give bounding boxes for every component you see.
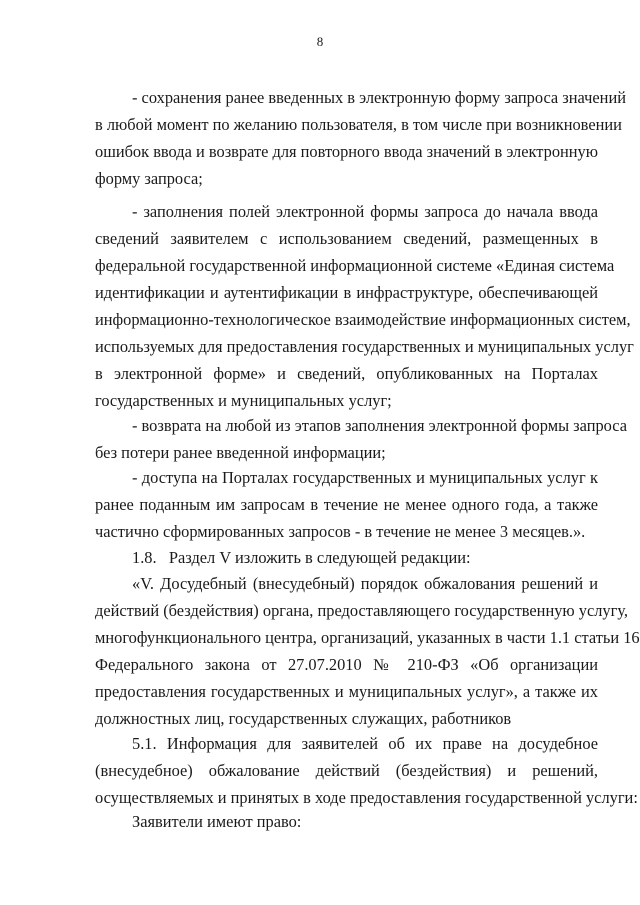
text-line: ошибок ввода и возврате для повторного ввода значений в электронную (95, 142, 598, 161)
text-line: - доступа на Порталах государственных и муниципальных услуг к (132, 468, 598, 487)
text-line: в электронной форме» и сведений, опубликованных на Порталах (95, 364, 598, 383)
text-line: Федерального закона от 27.07.2010 № 210-ФЗ «Об организации (95, 655, 598, 674)
paragraph-1 (95, 84, 626, 192)
text-line: - сохранения ранее введенных в электронную форму запроса значений (132, 88, 626, 107)
text-line: осуществляемых и принятых в ходе предоставления государственной услуги: (95, 788, 638, 807)
text-line: 5.1. Информация для заявителей об их праве на досудебное (132, 734, 598, 753)
paragraph-5 (95, 544, 598, 571)
text-line: - возврата на любой из этапов заполнения электронной формы запроса (132, 416, 628, 435)
text-line: - заполнения полей электронной формы запроса до начала ввода (132, 202, 598, 221)
text-line: действий (бездействия) органа, предоставляющего государственную услугу, (95, 601, 628, 620)
paragraph-6 (95, 570, 640, 732)
text-line: идентификации и аутентификации в инфраструктуре, обеспечивающей (95, 283, 598, 302)
text-line: форму запроса; (95, 169, 203, 188)
text-line: частично сформированных запросов - в течение не менее 3 месяцев.». (95, 522, 586, 541)
text-line: предоставления государственных и муниципальных услуг», а также их (95, 682, 598, 701)
text-line: 1.8. Раздел V изложить в следующей редакции: (132, 548, 471, 567)
text-line: без потери ранее введенной информации; (95, 443, 386, 462)
text-line: информационно-технологическое взаимодействие информационных систем, (95, 310, 631, 329)
text-line: ранее поданным им запросам в течение не менее одного года, а также (95, 495, 598, 514)
text-line: сведений заявителем с использованием сведений, размещенных в (95, 229, 598, 248)
page-number: 8 (316, 34, 324, 49)
paragraph-8 (95, 808, 598, 835)
paragraph-4 (95, 464, 598, 545)
text-line: «V. Досудебный (внесудебный) порядок обжалования решений и (132, 574, 598, 593)
text-line: государственных и муниципальных услуг; (95, 391, 392, 410)
text-line: (внесудебное) обжалование действий (бездействия) и решений, (95, 761, 598, 780)
paragraph-2 (95, 198, 634, 414)
text-line: федеральной государственной информационной системе «Единая система (95, 256, 615, 275)
paragraph-7 (95, 730, 638, 811)
text-line: должностных лиц, государственных служащих, работников (95, 709, 512, 728)
paragraph-3 (95, 412, 628, 466)
text-line: Заявители имеют право: (132, 812, 302, 831)
text-line: в любой момент по желанию пользователя, в том числе при возникновении (95, 115, 622, 134)
text-line: используемых для предоставления государственных и муниципальных услуг (95, 337, 634, 356)
text-line: многофункционального центра, организаций, указанных в части 1.1 статьи 16 (95, 628, 640, 647)
